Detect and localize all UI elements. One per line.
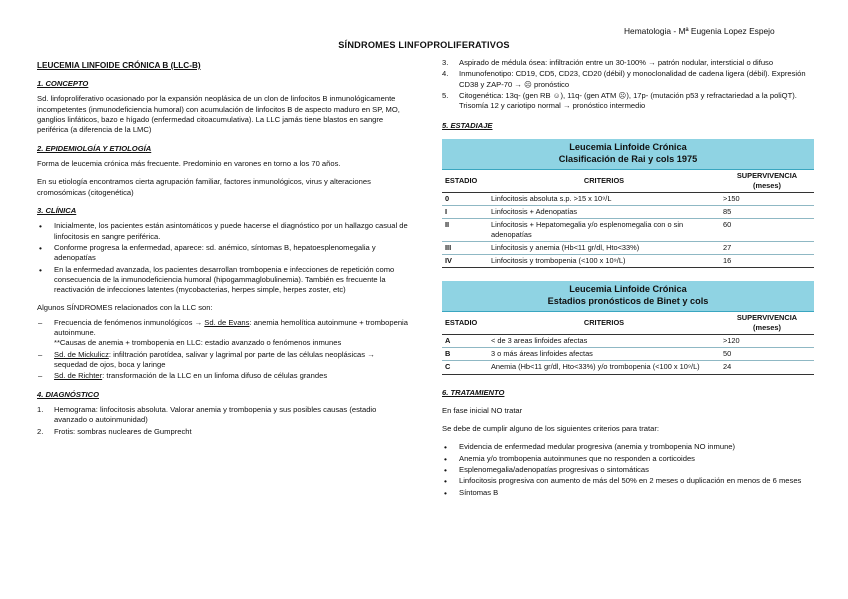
author-header: Hematologia - Mª Eugenia Lopez Espejo [624, 26, 775, 36]
list-item: • Inicialmente, los pacientes están asintomáticos y puede hacerse el diagnóstico por un hallazgo casual de linfocitosis en sangre periférica. [37, 221, 409, 242]
section-clinica-title: 3. CLÍNICA [37, 205, 77, 215]
col-header: CRITERIOS [488, 169, 720, 192]
syndrome-name: Sd. de Evans [204, 317, 250, 327]
col-header: CRITERIOS [488, 312, 720, 335]
section-epidemiologia-title: 2. EPIDEMIOLGÍA Y ETIOLOGÍA [37, 143, 152, 153]
rai-table [442, 139, 814, 268]
diagnostico-list-cont [442, 58, 814, 112]
list-item: 5. Citogenética: 13q- (gen RB ☺), 11q- (gen ATM ☹), 17p- (mutación p53 y refractariedad a la poliQT). Trisomía 12 y cariotipo normal → pronóstico intermedio [442, 90, 797, 111]
list-item: 4. Inmunofenotipo: CD19, CD5, CD23, CD20 (débil) y monoclonalidad de cadena ligera (débil). Expresión CD38 y ZAP-70 → ☹ pronóstico [442, 69, 806, 89]
list-item: 3. Aspirado de médula ósea: infiltración entre un 30-100% → patrón nodular, intersticial o difuso [442, 58, 774, 67]
section-tratamiento-title: 6. TRATAMIENTO [442, 387, 505, 397]
concepto-text: Sd. linfoproliferativo ocasionado por la expansión neoplásica de un clon de linfocitos B inmunológicamente incompetentes (inmunodeficiencia humoral) con acumulación de linfocitos B de aspecto maduro en SP, MO, ganglios linfáticos, bazo e hígado (enfermedad citoacumulativa). La LLC jamás tiene blastos en sangre periférica (a diferencia de la LMC) [37, 94, 400, 135]
list-item: • Esplenomegalia/adenopatías progresivas o sintomáticas [442, 465, 814, 475]
list-item: • Evidencia de enfermedad medular progresiva (anemia y trombopenia NO inmune) [442, 442, 814, 452]
table-row: B 3 o más áreas linfoides afectas 50 [442, 348, 814, 361]
table-row: II Linfocitosis + Hepatomegalia y/o esplenomegalia con o sin adenopatías 60 [442, 219, 814, 242]
list-item: • En la enfermedad avanzada, los pacientes desarrollan trombopenia e infecciones de repetición como consecuencia de la inmunodeficiencia humoral (hipogammaglobulinemia). También es frecuente la reactivación de infecciones latentes (mycobacterias, herpes simple, herpes zoster, etc) [37, 265, 409, 296]
list-item: – Frecuencia de fenómenos inmunológicos → Sd. de Evans: anemia hemolítica autoinmune + trombopenia autoinmune. **Causas de anemia + trombopenia en LLC: estadio avanzado o fenómenos inmunes [37, 318, 409, 349]
table-row: III Linfocitosis y anemia (Hb<11 gr/dl, Hto<33%) 27 [442, 242, 814, 255]
list-item: – Sd. de Mickulicz: infiltración parotídea, salivar y lagrimal por parte de las células neoplásicas → sequedad de ojos, boca y laringe [37, 350, 409, 371]
list-item: 1. Hemograma: linfocitosis absoluta. Valorar anemia y trombopenia y sus posibles causas (estadio avanzado o autoinmunidad) [37, 404, 377, 425]
col-header: ESTADIO [442, 312, 488, 335]
list-item: – Sd. de Richter: transformación de la LLC en un linfoma difuso de células grandes [37, 371, 409, 381]
section-concepto-title: 1. CONCEPTO [37, 79, 89, 89]
epidemiologia-text-1: Forma de leucemia crónica más frecuente. Predominio en varones en torno a los 70 años. [37, 159, 341, 169]
syndrome-note: **Causas de anemia + trombopenia en LLC: estadio avanzado o fenómenos inmunes [54, 338, 342, 348]
table-row: I Linfocitosis + Adenopatías 85 [442, 205, 814, 218]
clinica-list [37, 221, 409, 295]
col-header: SUPERVIVENCIA (meses) [720, 169, 814, 192]
list-item: • Anemia y/o trombopenia autoinmunes que no responden a corticoides [442, 454, 814, 464]
rai-table-title: Leucemia Linfoide Crónica Clasificación de Rai y cols 1975 [442, 139, 814, 169]
section-estadiaje-title: 5. ESTADIAJE [442, 120, 493, 130]
table-row: A < de 3 areas linfoides afectas >120 [442, 335, 814, 348]
sindromes-intro: Algunos SÍNDROMES relacionados con la LLC son: [37, 303, 213, 313]
col-header: SUPERVIVENCIA (meses) [720, 312, 814, 335]
diagnostico-list [37, 405, 409, 437]
list-item: • Síntomas B [442, 488, 814, 498]
tratamiento-text-1: En fase inicial NO tratar [442, 405, 523, 415]
sindromes-list [37, 318, 409, 382]
table-row: 0 Linfocitosis absoluta s.p. >15 x 10⁹/L >150 [442, 192, 814, 205]
list-item: 2. Frotis: sombras nucleares de Gumprecht [37, 426, 192, 436]
syndrome-name: Sd. de Mickulicz [54, 349, 109, 359]
main-heading: LEUCEMIA LINFOIDE CRÓNICA B (LLC-B) [37, 61, 201, 70]
binet-table-title: Leucemia Linfoide Crónica Estadios pronósticos de Binet y cols [442, 281, 814, 311]
table-row: C Anemia (Hb<11 gr/dl, Hto<33%) y/o trombopenia (<100 x 10⁹/L) 24 [442, 361, 814, 374]
section-diagnostico-title: 4. DIAGNÓSTICO [37, 389, 100, 399]
col-header: ESTADIO [442, 169, 488, 192]
table-row: IV Linfocitosis y trombopenia (<100 x 10⁹/L) 16 [442, 255, 814, 268]
page-title: SÍNDROMES LINFOPROLIFERATIVOS [338, 40, 510, 50]
list-item: • Conforme progresa la enfermedad, aparece: sd. anémico, síntomas B, hepatoesplenomegalia y adenopatías [37, 243, 409, 264]
right-column [442, 58, 814, 506]
list-item: • Linfocitosis progresiva con aumento de más del 50% en 2 meses o duplicación en menos de 6 meses [442, 476, 814, 486]
tratamiento-list [442, 442, 814, 498]
left-column [37, 60, 409, 443]
syndrome-name: Sd. de Richter [54, 371, 103, 381]
binet-table [442, 281, 814, 374]
tratamiento-text-2: Se debe de cumplir alguno de los siguientes criterios para tratar: [442, 424, 659, 434]
epidemiologia-text-2: En su etiología encontramos cierta agrupación familiar, factores inmunológicos, virus y alteraciones cromosómicas (citogenética) [37, 177, 371, 197]
